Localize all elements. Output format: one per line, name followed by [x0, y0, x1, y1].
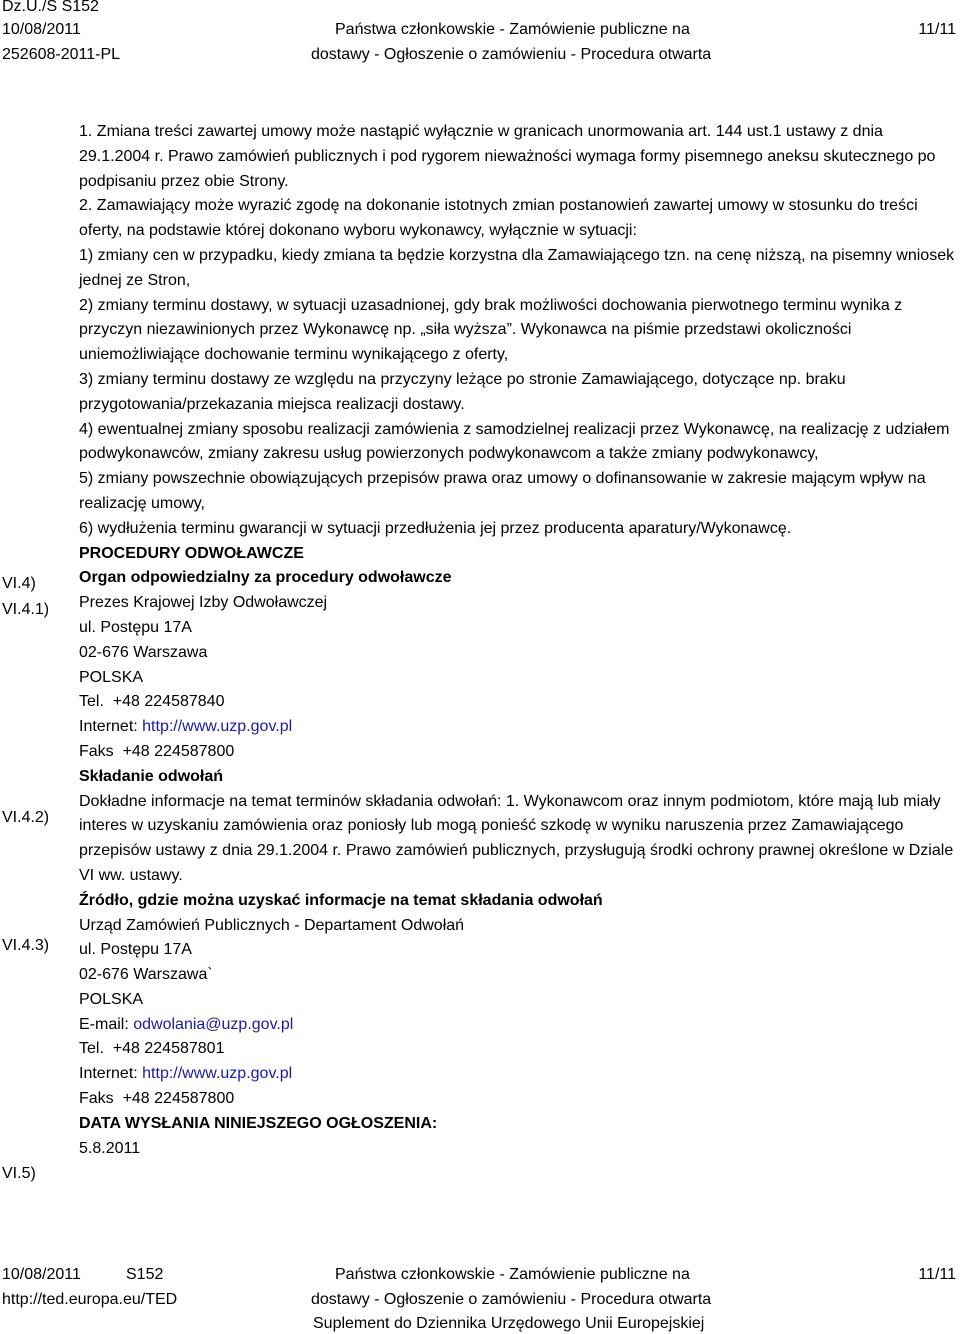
org-fax — [79, 1087, 957, 1112]
section-title-vi4: PROCEDURY ODWOŁAWCZE — [79, 544, 304, 562]
paragraph: 6) wydłużenia terminu gwarancji w sytuacji przedłużenia jej przez producenta aparatury/Wykonawcę. — [79, 519, 792, 537]
footer-title-line3: Suplement do Dziennika Urzędowego Unii Europejskiej — [313, 1315, 705, 1332]
internet-link[interactable]: http://www.uzp.gov.pl — [142, 1065, 293, 1083]
fax-label: Faks — [79, 742, 114, 760]
paragraph: 1) zmiany cen w przypadku, kiedy zmiana ta będzie korzystna dla Zamawiającego tzn. na cenę niższą, na pisemny wniosek jednej ze Stron, — [79, 246, 955, 289]
org-internet — [79, 715, 957, 740]
footer-title-line1: Państwa członkowskie - Zamówienie publiczne na — [335, 1266, 690, 1283]
org-fax — [79, 740, 957, 765]
section-title-vi43: Źródło, gdzie można uzyskać informacje na temat składania odwołań — [79, 891, 603, 909]
email-link[interactable]: odwolania@uzp.gov.pl — [133, 1015, 294, 1033]
paragraph: 3) zmiany terminu dostawy ze względu na przyczyny leżące po stronie Zamawiającego, dotyczące np. braku przygotowania/przekazania miejsca realizacji dostawy. — [79, 370, 846, 413]
header-title-line1: Państwa członkowskie - Zamówienie publiczne na — [335, 21, 690, 38]
document-body — [79, 120, 957, 1161]
journal-ref: Dz.U./S S152 — [2, 0, 99, 15]
org-country: POLSKA — [79, 990, 144, 1008]
section-title-vi5: DATA WYSŁANIA NINIEJSZEGO OGŁOSZENIA: — [79, 1114, 438, 1132]
section-num-vi5: VI.5) — [2, 1165, 36, 1182]
section-num-vi41: VI.4.1) — [2, 601, 50, 618]
org-tel — [79, 1037, 957, 1062]
footer-title-line2: dostawy - Ogłoszenie o zamówieniu - Procedura otwarta — [311, 1291, 712, 1308]
page-header — [0, 0, 960, 75]
footer-issue: S152 — [126, 1266, 164, 1283]
fax-label: Faks — [79, 1090, 114, 1108]
org-street: ul. Postępu 17A — [79, 618, 192, 636]
org-tel — [79, 690, 957, 715]
footer-url[interactable]: http://ted.europa.eu/TED — [2, 1291, 178, 1308]
paragraph: 4) ewentualnej zmiany sposobu realizacji zamówienia z samodzielnej realizacji przez Wykonawcę, na realizację z udziałem podwykonawców, zmiany zakresu usług powierzonych podwykonawcom a także zmiany podwykonawcy, — [79, 420, 950, 463]
section-num-vi42: VI.4.2) — [2, 809, 50, 826]
section-num-vi4: VI.4) — [2, 575, 36, 592]
org-email — [79, 1013, 957, 1038]
paragraph: 2. Zamawiający może wyrazić zgodę na dokonanie istotnych zmian postanowień zawartej umowy w stosunku do treści oferty, na podstawie której dokonano wyboru wykonawcy, wyłącznie w sytuacji: — [79, 197, 918, 240]
document-id: 252608-2011-PL — [2, 46, 121, 63]
section-title-vi41: Organ odpowiedzialny za procedury odwoławcze — [79, 569, 452, 587]
org-city: 02-676 Warszawa` — [79, 966, 213, 984]
org-name: Urząd Zamówień Publicznych - Departament Odwołań — [79, 916, 465, 934]
tel-value: +48 224587801 — [112, 1040, 225, 1058]
section-title-vi42: Składanie odwołań — [79, 767, 224, 785]
internet-link[interactable]: http://www.uzp.gov.pl — [142, 718, 293, 736]
internet-label: Internet: — [79, 1065, 138, 1083]
header-page-number: 11/11 — [918, 21, 956, 38]
email-label: E-mail: — [79, 1015, 129, 1033]
appeal-info: Dokładne informacje na temat terminów składania odwołań: 1. Wykonawcom oraz innym podmiotom, które mają lub miały interes w uzyskaniu zamówienia oraz poniosły lub mogą ponieść szkodę w wyniku naruszenia przez Zamawiającego przepisów ustawy z dnia 29.1.2004 r. Prawo zamówień publicznych, przysługują środki ochrony prawnej określone w Dziale VI ww. ustawy. — [79, 792, 954, 884]
org-street: ul. Postępu 17A — [79, 941, 192, 959]
tel-value: +48 224587840 — [112, 693, 225, 711]
page-footer — [0, 1262, 960, 1334]
fax-value: +48 224587800 — [122, 742, 235, 760]
header-title-line2: dostawy - Ogłoszenie o zamówieniu - Procedura otwarta — [311, 46, 712, 63]
section-num-vi43: VI.4.3) — [2, 937, 50, 954]
internet-label: Internet: — [79, 718, 138, 736]
tel-label: Tel. — [79, 1040, 104, 1058]
org-internet — [79, 1062, 957, 1087]
dispatch-date: 5.8.2011 — [79, 1139, 141, 1157]
org-name: Prezes Krajowej Izby Odwoławczej — [79, 594, 328, 612]
paragraph: 1. Zmiana treści zawartej umowy może nastąpić wyłącznie w granicach unormowania art. 144 ust.1 ustawy z dnia 29.1.2004 r. Prawo zamówień publicznych i pod rygorem nieważności wymaga formy pisemnego aneksu skutecznego po podpisaniu przez obie Strony. — [79, 123, 936, 190]
header-date: 10/08/2011 — [2, 21, 81, 38]
fax-value: +48 224587800 — [122, 1090, 235, 1108]
tel-label: Tel. — [79, 693, 104, 711]
org-country: POLSKA — [79, 668, 144, 686]
org-city: 02-676 Warszawa — [79, 643, 208, 661]
paragraph: 2) zmiany terminu dostawy, w sytuacji uzasadnionej, gdy brak możliwości dochowania pierwotnego terminu wynika z przyczyn niezawinionych przez Wykonawcę np. „siła wyższa”. Wykonawca na piśmie przedstawi okoliczności uniemożliwiające dochowanie terminu wynikającego z oferty, — [79, 296, 903, 364]
paragraph: 5) zmiany powszechnie obowiązujących przepisów prawa oraz umowy o dofinansowanie w zakresie mającym wpływ na realizację umowy, — [79, 470, 926, 512]
footer-page-number: 11/11 — [918, 1266, 956, 1283]
footer-date: 10/08/2011 — [2, 1266, 81, 1283]
